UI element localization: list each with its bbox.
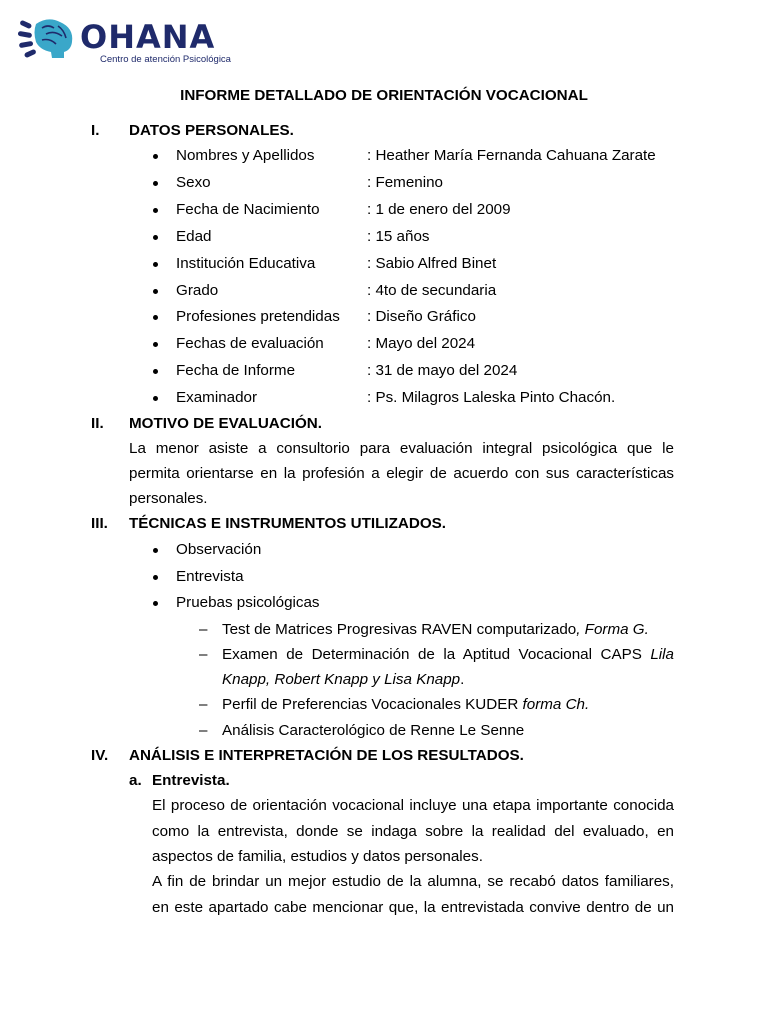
- field-value: : Sabio Alfred Binet: [367, 255, 497, 272]
- field-label: Fechas de evaluación: [176, 335, 324, 352]
- entrevista-line: como la entrevista, donde se indaga sobre la realidad del evaluado, en: [152, 823, 674, 840]
- prueba-item: Análisis Caracterológico de Renne Le Senne: [222, 722, 525, 739]
- subsection-a-heading: Entrevista.: [152, 772, 230, 789]
- bullet-icon: [153, 208, 158, 213]
- section-4-number: IV.: [91, 747, 109, 764]
- section-1-number: I.: [91, 122, 100, 139]
- brain-hand-logo-icon: [18, 16, 78, 60]
- field-value: : 1 de enero del 2009: [367, 201, 511, 218]
- field-label: Nombres y Apellidos: [176, 147, 315, 164]
- motivo-line: permita orientarse en la profesión a elegir de acuerdo con sus características: [129, 465, 674, 482]
- field-label: Grado: [176, 282, 219, 299]
- bullet-icon: [153, 154, 158, 159]
- list-item: Observación: [176, 541, 262, 558]
- field-label: Fecha de Nacimiento: [176, 201, 320, 218]
- field-value: : 4to de secundaria: [367, 282, 497, 299]
- subsection-a-label: a.: [129, 772, 142, 789]
- section-1-heading: DATOS PERSONALES.: [129, 122, 294, 139]
- field-label: Examinador: [176, 389, 258, 406]
- entrevista-line: aspectos de familia, estudios y datos personales.: [152, 848, 483, 865]
- field-value: : Mayo del 2024: [367, 335, 476, 352]
- bullet-icon: [153, 262, 158, 267]
- bullet-icon: [153, 601, 158, 606]
- motivo-line: personales.: [129, 490, 208, 507]
- bullet-icon: [153, 315, 158, 320]
- prueba-item: Test de Matrices Progresivas RAVEN computarizado, Forma G.: [222, 621, 649, 638]
- field-label: Profesiones pretendidas: [176, 308, 340, 325]
- entrevista-line: en este apartado cabe mencionar que, la entrevistada convive dentro de un: [152, 899, 674, 916]
- field-value: : Ps. Milagros Laleska Pinto Chacón.: [367, 389, 616, 406]
- document-title: INFORME DETALLADO DE ORIENTACIÓN VOCACIONAL: [180, 87, 588, 104]
- logo-wordmark: OHANA: [80, 18, 216, 56]
- dash-icon: –: [199, 722, 208, 739]
- bullet-icon: [153, 181, 158, 186]
- prueba-item-continuation: Knapp, Robert Knapp y Lisa Knapp.: [222, 671, 465, 688]
- dash-icon: –: [199, 621, 208, 638]
- field-value: : 31 de mayo del 2024: [367, 362, 518, 379]
- field-value: : Diseño Gráfico: [367, 308, 476, 325]
- prueba-item: Perfil de Preferencias Vocacionales KUDER forma Ch.: [222, 696, 590, 713]
- field-label: Fecha de Informe: [176, 362, 296, 379]
- bullet-icon: [153, 369, 158, 374]
- section-4-heading: ANÁLISIS E INTERPRETACIÓN DE LOS RESULTADOS.: [129, 747, 524, 764]
- section-2-number: II.: [91, 415, 104, 432]
- section-2-heading: MOTIVO DE EVALUACIÓN.: [129, 415, 322, 432]
- bullet-icon: [153, 235, 158, 240]
- bullet-icon: [153, 575, 158, 580]
- field-label: Edad: [176, 228, 212, 245]
- field-label: Sexo: [176, 174, 211, 191]
- list-item: Entrevista: [176, 568, 244, 585]
- field-value: : Femenino: [367, 174, 443, 191]
- logo-subtitle: Centro de atención Psicológica: [100, 54, 231, 65]
- field-value: : Heather María Fernanda Cahuana Zarate: [367, 147, 656, 164]
- field-label: Institución Educativa: [176, 255, 316, 272]
- dash-icon: –: [199, 646, 208, 663]
- section-3-heading: TÉCNICAS E INSTRUMENTOS UTILIZADOS.: [129, 515, 446, 532]
- entrevista-line: A fin de brindar un mejor estudio de la alumna, se recabó datos familiares,: [152, 873, 674, 890]
- prueba-item: Examen de Determinación de la Aptitud Vocacional CAPS Lila: [222, 646, 674, 663]
- bullet-icon: [153, 289, 158, 294]
- bullet-icon: [153, 396, 158, 401]
- bullet-icon: [153, 548, 158, 553]
- entrevista-line: El proceso de orientación vocacional incluye una etapa importante conocida: [152, 797, 674, 814]
- bullet-icon: [153, 342, 158, 347]
- section-3-number: III.: [91, 515, 108, 532]
- list-item: Pruebas psicológicas: [176, 594, 320, 611]
- motivo-line: La menor asiste a consultorio para evaluación integral psicológica que le: [129, 440, 674, 457]
- logo: [18, 14, 238, 66]
- field-value: : 15 años: [367, 228, 430, 245]
- dash-icon: –: [199, 696, 208, 713]
